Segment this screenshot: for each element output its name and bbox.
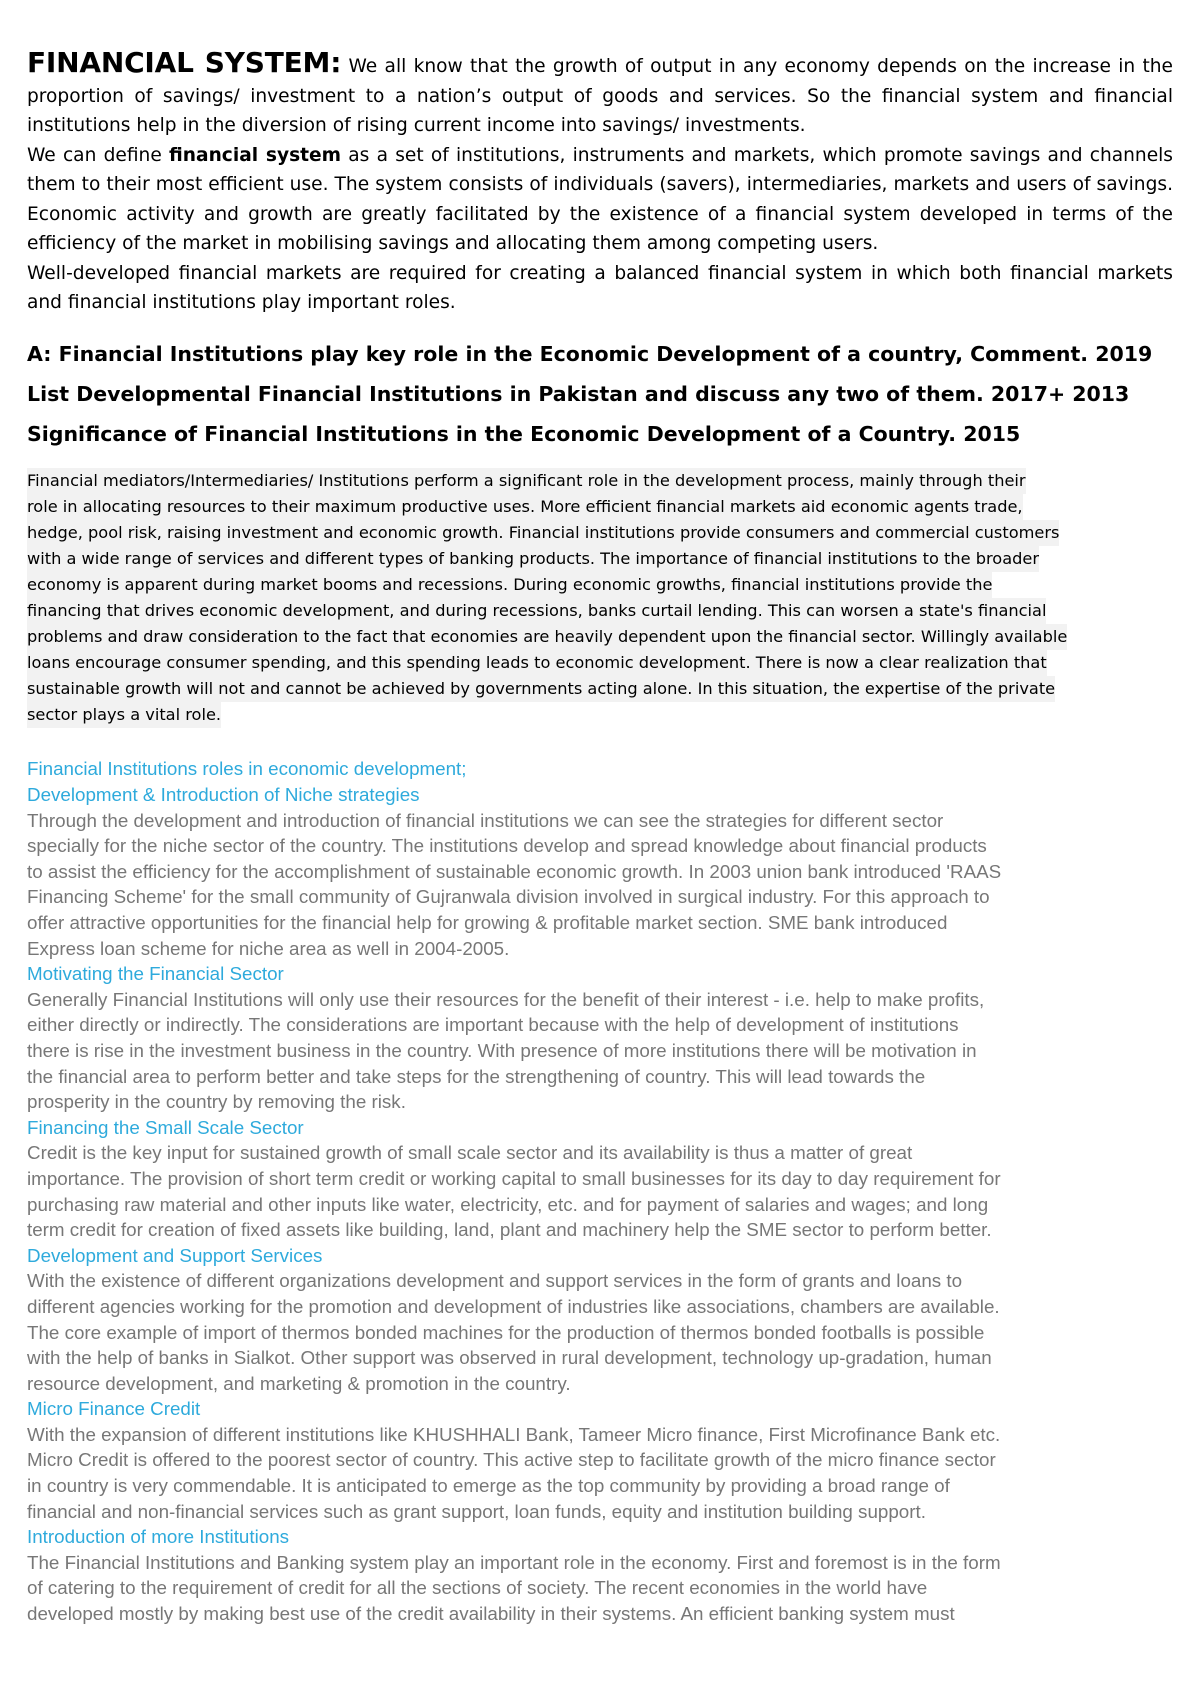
term-financial-system: financial system bbox=[169, 144, 342, 166]
intro-paragraph-1 bbox=[27, 48, 1173, 141]
role-line: resource development, and marketing & promotion in the country. bbox=[27, 1372, 571, 1394]
answer-line: sector plays a vital role. bbox=[27, 702, 221, 728]
question-heading: Significance of Financial Institutions in the Economic Development of a Country. 2015 bbox=[27, 421, 1021, 446]
role-line: of catering to the requirement of credit for all the sections of society. The recent economies in the world have bbox=[27, 1577, 928, 1599]
role-line: there is rise in the investment business in the country. With presence of more institutions there will be motivation in bbox=[27, 1039, 977, 1061]
intro-text-2a: We can define bbox=[27, 144, 162, 166]
role-line: Credit is the key input for sustained growth of small scale sector and its availability is thus a matter of great bbox=[27, 1142, 913, 1164]
role-line: Micro Credit is offered to the poorest sector of country. This active step to facilitate growth of the micro finance sector bbox=[27, 1449, 996, 1471]
role-line: different agencies working for the promotion and development of industries like associations, chambers are available. bbox=[27, 1295, 1000, 1317]
answer-line: economy is apparent during market booms and recessions. During economic growths, financial institutions provide the bbox=[27, 572, 992, 598]
answer-line: role in allocating resources to their maximum productive uses. More efficient financial markets aid economic agents trade, bbox=[27, 494, 1023, 520]
answer-line: hedge, pool risk, raising investment and economic growth. Financial institutions provide consumers and commercial customers bbox=[27, 520, 1059, 546]
role-line: prosperity in the country by removing the risk. bbox=[27, 1091, 406, 1113]
role-line: Financing Scheme' for the small community of Gujranwala division involved in surgical industry. For this approach to bbox=[27, 886, 990, 908]
question-heading: A: Financial Institutions play key role in the Economic Development of a country, Comment. 2019 bbox=[27, 341, 1153, 366]
intro-section bbox=[27, 48, 1173, 318]
role-line: With the expansion of different institutions like KHUSHHALI Bank, Tameer Micro finance, First Microfinance Bank etc. bbox=[27, 1423, 1001, 1445]
answer-line: loans encourage consumer spending, and this spending leads to economic development. There is now a clear realization that bbox=[27, 650, 1047, 676]
answer-line: Financial mediators/Intermediaries/ Institutions perform a significant role in the development process, mainly through their bbox=[27, 468, 1026, 494]
role-line: term credit for creation of fixed assets like building, land, plant and machinery help the SME sector to perform better. bbox=[27, 1219, 992, 1241]
role-line: The core example of import of thermos bonded machines for the production of thermos bonded footballs is possible bbox=[27, 1321, 985, 1343]
role-line: Express loan scheme for niche area as well in 2004-2005. bbox=[27, 937, 510, 959]
role-line: financial and non-financial services such as grant support, loan funds, equity and institution building support. bbox=[27, 1500, 926, 1522]
role-title: Development and Support Services bbox=[27, 1244, 323, 1266]
question-heading: List Developmental Financial Institutions in Pakistan and discuss any two of them. 2017+ 2013 bbox=[27, 381, 1130, 406]
answer-line: with a wide range of services and different types of banking products. The importance of financial institutions to the broader bbox=[27, 546, 1039, 572]
role-line: in country is very commendable. It is anticipated to emerge as the top community by providing a broad range of bbox=[27, 1475, 950, 1497]
roles-section bbox=[27, 756, 1173, 1626]
answer-paragraph bbox=[27, 468, 1173, 729]
role-title: Motivating the Financial Sector bbox=[27, 963, 284, 985]
answer-line: financing that drives economic development, and during recessions, banks curtail lending. This can worsen a state's financial bbox=[27, 598, 1046, 624]
role-line: With the existence of different organizations development and support services in the form of grants and loans to bbox=[27, 1270, 963, 1292]
answer-line: problems and draw consideration to the fact that economies are heavily dependent upon the financial sector. Willingly available bbox=[27, 624, 1067, 650]
role-title: Micro Finance Credit bbox=[27, 1398, 201, 1420]
role-title: Financing the Small Scale Sector bbox=[27, 1116, 304, 1138]
role-line: offer attractive opportunities for the financial help for growing & profitable market section. SME bank introduced bbox=[27, 912, 948, 933]
role-line: to assist the efficiency for the accomplishment of sustainable economic growth. In 2003 union bank introduced 'RAAS bbox=[27, 860, 1002, 882]
role-line: purchasing raw material and other inputs like water, electricity, etc. and for payment of salaries and wages; and long bbox=[27, 1193, 989, 1215]
intro-text-1: We all know that the growth of output in any economy depends on the increase in the proportion of savings/ investment to a nation’s output of goods and services. So the financial system and financial institutions help in the diversion of rising current income into savings/ investments. bbox=[27, 56, 1173, 136]
role-line: The Financial Institutions and Banking system play an important role in the economy. First and foremost is in the form bbox=[27, 1551, 1001, 1573]
role-line: the financial area to perform better and take steps for the strengthening of country. This will lead towards the bbox=[27, 1065, 926, 1087]
role-line: developed mostly by making best use of the credit availability in their systems. An efficient banking system must bbox=[27, 1603, 955, 1625]
intro-paragraph-3: Well-developed financial markets are required for creating a balanced financial system in which both financial markets and financial institutions play important roles. bbox=[27, 262, 1173, 313]
question-block bbox=[27, 334, 1173, 454]
roles-heading: Financial Institutions roles in economic development; bbox=[27, 758, 467, 780]
section-title: FINANCIAL SYSTEM: bbox=[27, 46, 342, 79]
role-line: specially for the niche sector of the country. The institutions develop and spread knowledge about financial products bbox=[27, 835, 987, 857]
role-line: Generally Financial Institutions will only use their resources for the benefit of their interest - i.e. help to make profits, bbox=[27, 988, 985, 1010]
role-title: Development & Introduction of Niche strategies bbox=[27, 784, 420, 806]
answer-line: sustainable growth will not and cannot be achieved by governments acting alone. In this situation, the expertise of the private bbox=[27, 676, 1055, 702]
role-title: Introduction of more Institutions bbox=[27, 1526, 290, 1548]
role-line: Through the development and introduction of financial institutions we can see the strategies for different sector bbox=[27, 809, 944, 831]
role-line: importance. The provision of short term credit or working capital to small businesses for its day to day requirement for bbox=[27, 1167, 1001, 1189]
intro-text-2b: as a set of institutions, instruments and markets, which promote savings and channels them to their most efficient use. The system consists of individuals (savers), intermediaries, markets and users of savings. Economic activity and growth are greatly facilitated by the existence of a financial system developed in terms of the efficiency of the market in mobilising savings and allocating them among competing users. bbox=[27, 144, 1173, 254]
intro-paragraph-2 bbox=[27, 141, 1173, 259]
role-line: with the help of banks in Sialkot. Other support was observed in rural development, technology up-gradation, human bbox=[27, 1347, 992, 1369]
role-line: either directly or indirectly. The considerations are important because with the help of development of institutions bbox=[27, 1014, 959, 1036]
